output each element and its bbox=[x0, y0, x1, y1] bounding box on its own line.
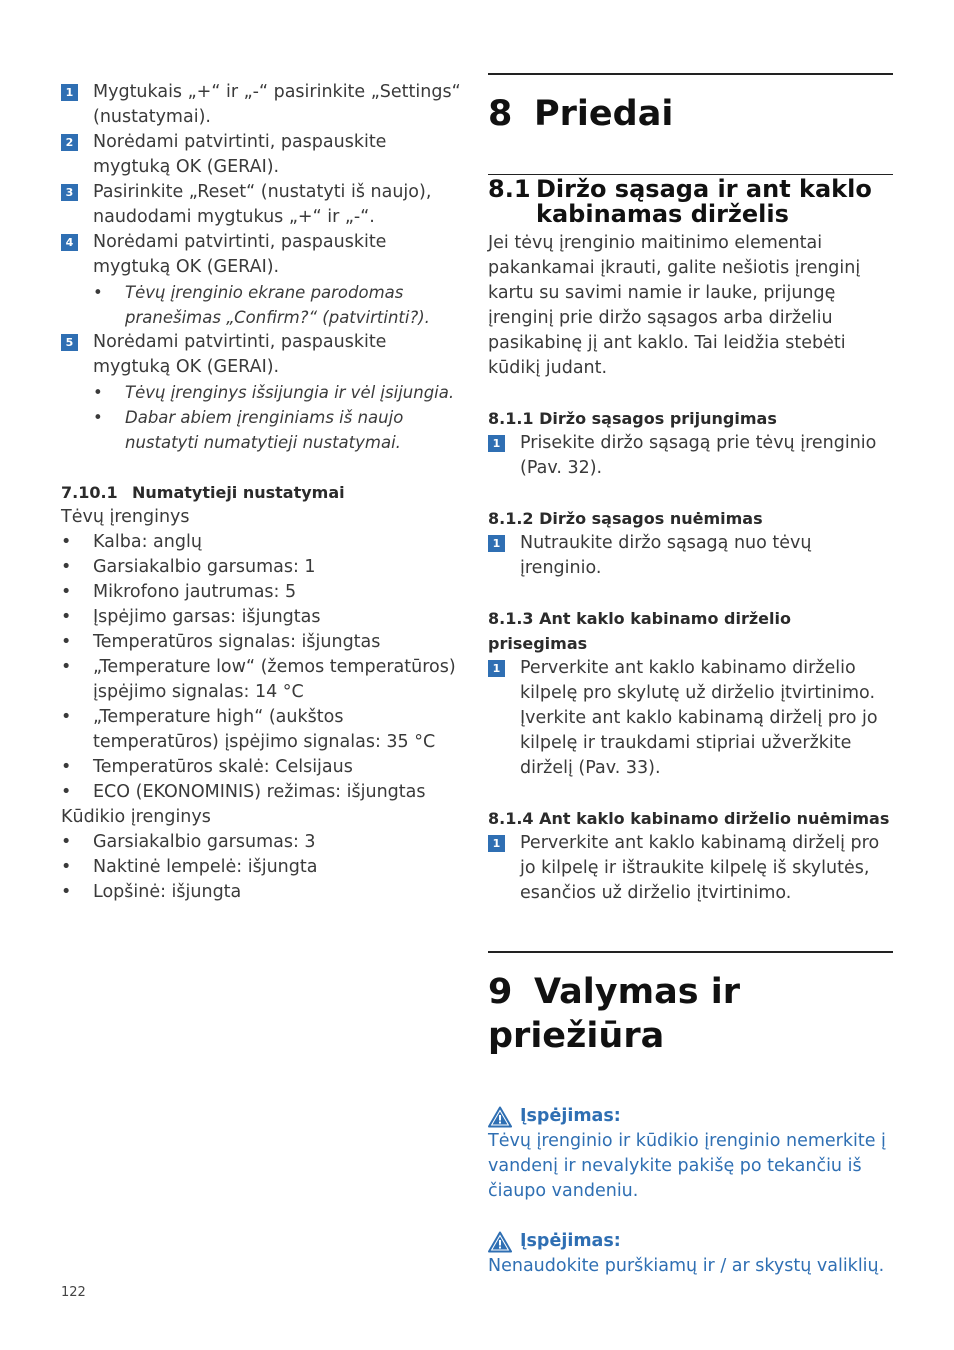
bullet-mark: • bbox=[61, 707, 72, 727]
chapter-rule bbox=[488, 73, 893, 75]
list-item-text: Temperatūros skalė: Celsijaus bbox=[93, 757, 353, 777]
step-number-badge: 1 bbox=[488, 835, 505, 852]
chapter-number: 8 bbox=[488, 94, 513, 134]
bullet-mark: • bbox=[61, 607, 72, 627]
list-item bbox=[61, 780, 466, 805]
list-item bbox=[61, 880, 466, 905]
list-item-text: Lopšinė: išjungta bbox=[93, 882, 242, 902]
step-text: Prisekite diržo sąsagą prie tėvų įrenginio (Pav. 32). bbox=[520, 433, 877, 478]
chapter-title: Priedai bbox=[534, 94, 674, 134]
list-item bbox=[61, 755, 466, 780]
warning-icon bbox=[488, 1231, 512, 1253]
list-item bbox=[61, 830, 466, 855]
step-number-badge: 3 bbox=[61, 184, 78, 201]
list-item-text: Kalba: anglų bbox=[93, 532, 202, 552]
right-column bbox=[488, 73, 893, 1279]
page-number: 122 bbox=[61, 1285, 86, 1300]
bullet-mark: • bbox=[61, 532, 72, 552]
step-1 bbox=[488, 656, 893, 781]
bullet-mark: • bbox=[93, 408, 103, 427]
step-text: Norėdami patvirtinti, paspauskite mygtuką OK (GERAI). bbox=[93, 132, 387, 177]
step-number-badge: 4 bbox=[61, 234, 78, 251]
section-title: Diržo sąsaga ir ant kaklo kabinamas dirželis bbox=[536, 175, 872, 228]
chapter-rule bbox=[488, 951, 893, 953]
step-5 bbox=[61, 330, 466, 380]
section-heading-8-1 bbox=[488, 177, 893, 227]
list-item-text: Naktinė lempelė: išjungta bbox=[93, 857, 318, 877]
step-1 bbox=[488, 831, 893, 906]
result-text: Dabar abiem įrenginiams iš naujo nustatyti numatytieji nustatymai. bbox=[125, 408, 404, 452]
warning-title: Įspėjimas: bbox=[520, 1106, 621, 1126]
step-number-badge: 5 bbox=[61, 334, 78, 351]
step-2 bbox=[61, 130, 466, 180]
step-5-result-1 bbox=[61, 380, 466, 405]
section-paragraph: Jei tėvų įrenginio maitinimo elementai pakankamai įkrauti, galite nešiotis įrenginį kartu su savimi namie ir lauke, prijungę įrenginį prie diržo sąsagos arba dirželiu pasikabinę jį ant kaklo. Tai leidžia stebėti kūdikį judant. bbox=[488, 233, 861, 378]
left-column bbox=[61, 80, 466, 905]
list-item-text: Mikrofono jautrumas: 5 bbox=[93, 582, 297, 602]
chapter-heading-8 bbox=[488, 92, 893, 136]
list-item bbox=[61, 605, 466, 630]
bullet-mark: • bbox=[61, 832, 72, 852]
step-number-badge: 1 bbox=[488, 660, 505, 677]
list-item-text: Įspėjimo garsas: išjungtas bbox=[93, 607, 321, 627]
warning-text-1: Tėvų įrenginio ir kūdikio įrenginio nemerkite į vandenį ir nevalykite pakišę po tekančiu iš čiaupo vandeniu. bbox=[488, 1131, 886, 1201]
step-1 bbox=[61, 80, 466, 130]
bullet-mark: • bbox=[61, 857, 72, 877]
step-number-badge: 1 bbox=[488, 435, 505, 452]
list-item bbox=[61, 580, 466, 605]
step-text: Mygtukais „+“ ir „-“ pasirinkite „Settings“ (nustatymai). bbox=[93, 82, 461, 127]
bullet-mark: • bbox=[61, 582, 72, 602]
list-item-text: Garsiakalbio garsumas: 1 bbox=[93, 557, 316, 577]
section-title: Numatytieji nustatymai bbox=[132, 483, 345, 502]
bullet-mark: • bbox=[61, 632, 72, 652]
list-item bbox=[61, 630, 466, 655]
step-text: Nutraukite diržo sąsagą nuo tėvų įrenginio. bbox=[520, 533, 812, 578]
subsection-heading-8-1-2: 8.1.2 Diržo sąsagos nuėmimas bbox=[488, 509, 763, 528]
chapter-number: 9 bbox=[488, 972, 513, 1012]
warning-heading-1 bbox=[488, 1104, 893, 1129]
warning-heading-2 bbox=[488, 1229, 893, 1254]
result-text: Tėvų įrenginio ekrane parodomas pranešimas „Confirm?“ (patvirtinti?). bbox=[125, 283, 430, 327]
warning-title: Įspėjimas: bbox=[520, 1231, 621, 1251]
subsection-heading-8-1-4: 8.1.4 Ant kaklo kabinamo dirželio nuėmimas bbox=[488, 809, 890, 828]
step-1 bbox=[488, 431, 893, 481]
step-1 bbox=[488, 531, 893, 581]
bullet-mark: • bbox=[61, 757, 72, 777]
section-heading-7-10-1 bbox=[61, 480, 466, 505]
warning-icon bbox=[488, 1106, 512, 1128]
step-text: Pasirinkite „Reset“ (nustatyti iš naujo), naudodami mygtukus „+“ ir „-“. bbox=[93, 182, 432, 227]
step-4-result bbox=[61, 280, 466, 330]
step-text: Norėdami patvirtinti, paspauskite mygtuką OK (GERAI). bbox=[93, 232, 387, 277]
section-number: 8.1 bbox=[488, 175, 531, 203]
result-text: Tėvų įrenginys išsijungia ir vėl įsijungia. bbox=[125, 383, 455, 402]
subsection-heading-8-1-1: 8.1.1 Diržo sąsagos prijungimas bbox=[488, 409, 777, 428]
step-number-badge: 2 bbox=[61, 134, 78, 151]
bullet-mark: • bbox=[61, 657, 72, 677]
list-item-text: Temperatūros signalas: išjungtas bbox=[93, 632, 381, 652]
parent-unit-label: Tėvų įrenginys bbox=[61, 507, 190, 527]
chapter-title: Valymas ir priežiūra bbox=[488, 972, 740, 1056]
step-4 bbox=[61, 230, 466, 280]
list-item-text: Garsiakalbio garsumas: 3 bbox=[93, 832, 316, 852]
subsection-heading-8-1-3: 8.1.3 Ant kaklo kabinamo dirželio prisegimas bbox=[488, 609, 791, 653]
step-text: Perverkite ant kaklo kabinamą dirželį pro jo kilpelę ir ištraukite kilpelę iš skylutės, esančios už dirželio įtvirtinimo. bbox=[520, 833, 880, 903]
list-item-text: „Temperature low“ (žemos temperatūros) įspėjimo signalas: 14 °C bbox=[93, 657, 456, 702]
step-3 bbox=[61, 180, 466, 230]
section-number: 7.10.1 bbox=[61, 483, 118, 502]
list-item bbox=[61, 655, 466, 705]
list-item-text: „Temperature high“ (aukštos temperatūros) įspėjimo signalas: 35 °C bbox=[93, 707, 436, 752]
bullet-mark: • bbox=[61, 882, 72, 902]
bullet-mark: • bbox=[61, 557, 72, 577]
bullet-mark: • bbox=[93, 283, 103, 302]
list-item bbox=[61, 530, 466, 555]
bullet-mark: • bbox=[93, 383, 103, 402]
chapter-heading-9 bbox=[488, 970, 893, 1058]
step-text: Perverkite ant kaklo kabinamo dirželio kilpelę pro skylutę už dirželio įtvirtinimo. Įverkite ant kaklo kabinamą dirželį pro jo kilpelę ir traukdami stipriai užveržkite dirželį (Pav. 33). bbox=[520, 658, 878, 778]
list-item bbox=[61, 555, 466, 580]
step-5-result-2 bbox=[61, 405, 466, 455]
step-text: Norėdami patvirtinti, paspauskite mygtuką OK (GERAI). bbox=[93, 332, 387, 377]
step-number-badge: 1 bbox=[61, 84, 78, 101]
baby-unit-label: Kūdikio įrenginys bbox=[61, 807, 211, 827]
step-number-badge: 1 bbox=[488, 535, 505, 552]
list-item bbox=[61, 855, 466, 880]
list-item-text: ECO (EKONOMINIS) režimas: išjungtas bbox=[93, 782, 426, 802]
warning-text-2: Nenaudokite purškiamų ir / ar skystų valiklių. bbox=[488, 1256, 885, 1276]
bullet-mark: • bbox=[61, 782, 72, 802]
list-item bbox=[61, 705, 466, 755]
